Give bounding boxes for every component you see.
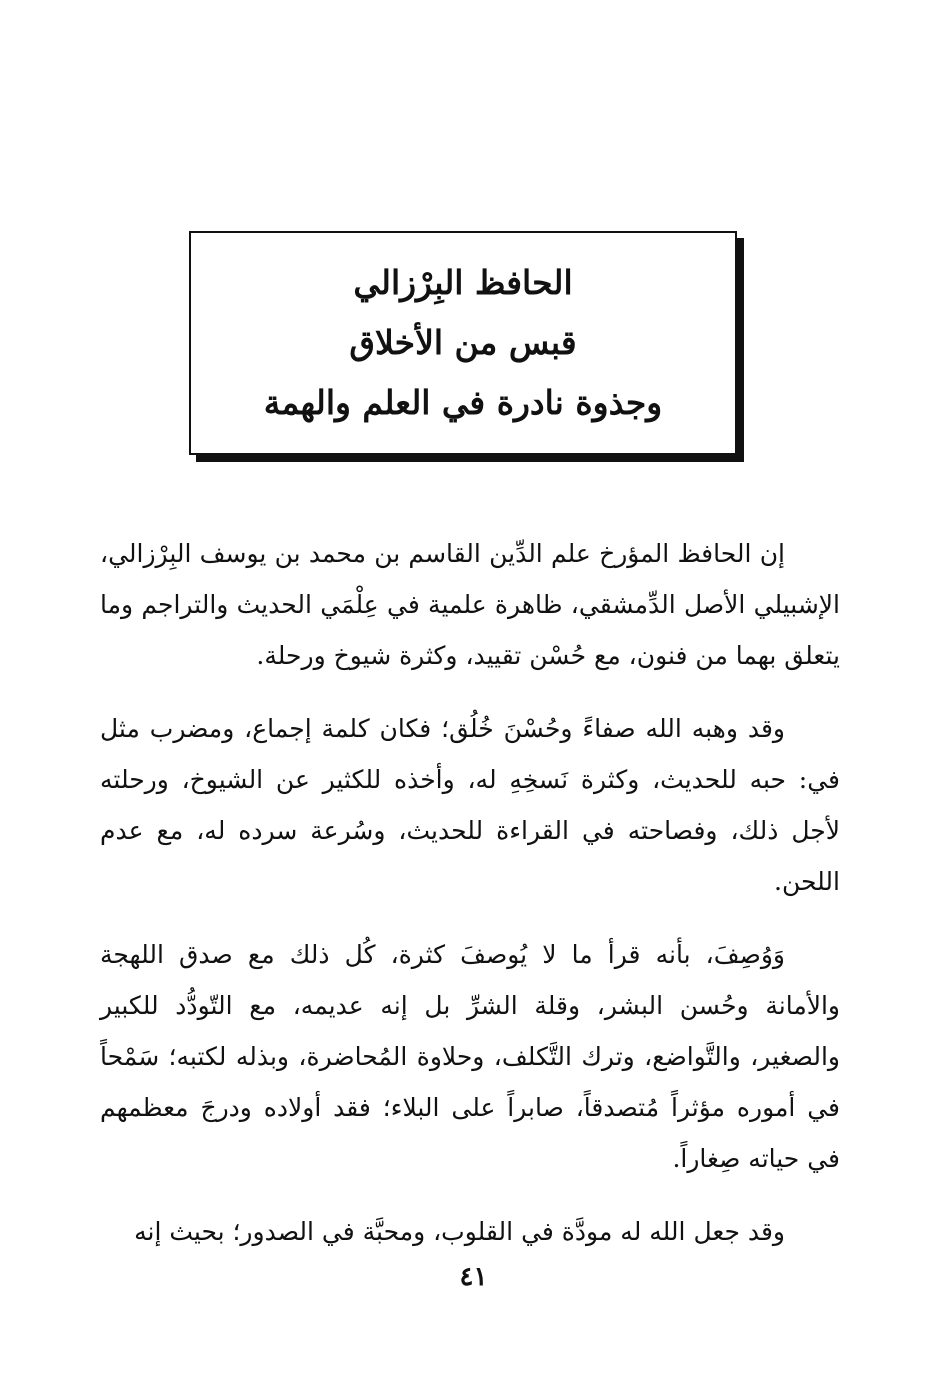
body-text (100, 528, 840, 1279)
chapter-subtitle: قبس من الأخلاق (349, 323, 577, 362)
paragraph: وَوُصِفَ، بأنه قرأ ما لا يُوصفَ كثرة، كُل ذلك مع صدق اللهجة والأمانة وحُسن البشر، وقلة الشرِّ بل إنه عديمه، مع التّودُّد للكبير والصغير، والتَّواضع، وترك التَّكلف، وحلاوة المُحاضرة، وبذله لكتبه؛ سَمْحاً في أموره مؤثراً مُتصدقاً، صابراً على البلاء؛ فقد أولاده ودرجَ معظمهم في حياته صِغاراً. (100, 940, 840, 1173)
page-number: ٤١ (459, 1262, 488, 1292)
chapter-subtitle-second: وجذوة نادرة في العلم والهمة (263, 383, 663, 422)
paragraph: وقد جعل الله له مودَّة في القلوب، ومحبَّة في الصدور؛ بحيث إنه (134, 1217, 785, 1246)
chapter-title-box (189, 231, 737, 455)
chapter-title: الحافظ البِرْزالي (353, 263, 573, 302)
paragraph: إن الحافظ المؤرخ علم الدِّين القاسم بن محمد بن يوسف البِرْزالي، الإشبيلي الأصل الدِّمشقي، ظاهرة علمية في عِلْمَي الحديث والتراجم وما يتعلق بهما من فنون، مع حُسْن تقييد، وكثرة شيوخ ورحلة. (100, 539, 840, 670)
paragraph: وقد وهبه الله صفاءً وحُسْنَ خُلُق؛ فكان كلمة إجماع، ومضرب مثل في: حبه للحديث، وكثرة نَسخِهِ له، وأخذه للكثير عن الشيوخ، ورحلته لأجل ذلك، وفصاحته في القراءة للحديث، وسُرعة سرده له، مع عدم اللحن. (100, 714, 840, 896)
